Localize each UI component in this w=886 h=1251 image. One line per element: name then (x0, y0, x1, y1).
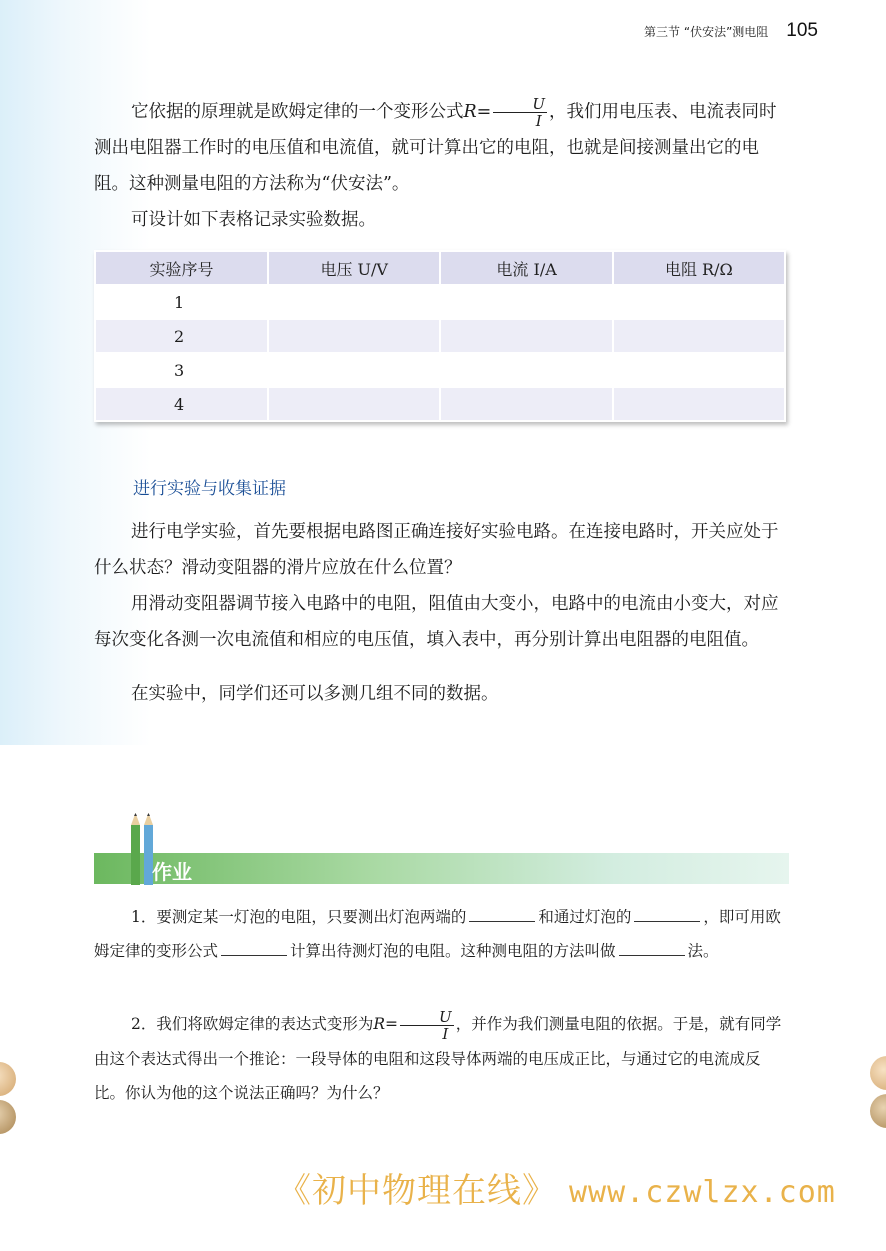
page-edge-decoration (0, 1100, 16, 1134)
answer-blank (619, 941, 685, 956)
table-cell (441, 286, 611, 318)
table-cell: 1 (174, 292, 185, 312)
table-header-row (96, 252, 784, 284)
table-cell (269, 354, 439, 386)
experiment-paragraph-1: 进行电学实验，首先要根据电路图正确连接好实验电路。在连接电路时，开关应处于什么状态？滑动变阻器的滑片应放在什么位置？ (94, 522, 779, 578)
q1-text-b: 和通过灯泡的 (538, 908, 632, 926)
data-table (94, 250, 786, 422)
formula-fraction (493, 96, 547, 129)
table-row (96, 320, 784, 352)
q2-formula-lhs: R= (373, 1015, 399, 1033)
page-edge-decoration (870, 1056, 886, 1090)
q1-text-e: 法。 (687, 942, 719, 960)
q1-text-d: 计算出待测灯泡的电阻。这种测电阻的方法叫做 (290, 942, 616, 960)
table-row (96, 388, 784, 420)
table-cell: 4 (96, 388, 267, 420)
table-cell (269, 388, 439, 420)
homework-question-2 (94, 1007, 790, 1110)
homework-question-1 (94, 900, 790, 968)
page-edge-decoration (870, 1094, 886, 1128)
intro-text-a: 它依据的原理就是欧姆定律的一个变形公式 (131, 102, 464, 122)
table-cell (269, 286, 439, 318)
q2-text-b: ，并作为我们测量电阻的依据。于是，就有同学由这个表达式得出一个推论：一段导体的电阻和这段导体两端的电压成正比，与通过它的电流成反比。你认为他的这个说法正确吗？为什么？ (94, 1015, 782, 1102)
table-row (96, 354, 784, 386)
section-heading: 进行实验与收集证据 (133, 479, 286, 499)
homework-banner (94, 853, 789, 884)
experiment-paragraph-2: 用滑动变阻器调节接入电路中的电阻，阻值由大变小，电路中的电流由小变大，对应每次变化各测一次电流值和相应的电压值，填入表中，再分别计算出电阻器的电阻值。 (94, 594, 779, 650)
table-header-cell: 电阻 R/Ω (614, 252, 784, 284)
formula-numerator: U (493, 96, 547, 113)
formula-lhs: R= (463, 102, 492, 122)
table-cell (614, 388, 784, 420)
q2-formula-numerator: U (400, 1009, 454, 1026)
page-edge-decoration (0, 1062, 16, 1096)
table-cell (614, 320, 784, 352)
table-cell: 3 (174, 360, 185, 380)
table-cell (614, 354, 784, 386)
table-cell (441, 388, 611, 420)
intro-paragraph (94, 94, 790, 202)
answer-blank (634, 907, 700, 922)
answer-blank (469, 907, 535, 922)
watermark-name: 《初中物理在线》 (277, 1171, 557, 1211)
table-cell (614, 286, 784, 318)
running-header (644, 20, 818, 42)
answer-blank (221, 941, 287, 956)
table-row (96, 286, 784, 318)
table-header-cell: 电流 I/A (441, 252, 611, 284)
table-intro: 可设计如下表格记录实验数据。 (131, 210, 376, 230)
formula-denominator: I (535, 112, 542, 130)
table-cell: 2 (96, 320, 267, 352)
table-cell (269, 320, 439, 352)
q2-formula-denominator: I (442, 1024, 449, 1043)
experiment-paragraph-3: 在实验中，同学们还可以多测几组不同的数据。 (131, 684, 499, 704)
intro-text-b: ，我们用电压表、电流表同时测出电阻器工作时的电压值和电流值，就可计算出它的电阻，也就是间接测量出它的电阻。这种测量电阻的方法称为“伏安法”。 (94, 102, 777, 194)
watermark-url: www.czwlzx.com (569, 1175, 836, 1210)
page-number: 105 (786, 20, 818, 41)
watermark (277, 1163, 836, 1212)
q2-formula-fraction (400, 1009, 454, 1042)
q1-text-a: 1．要测定某一灯泡的电阻，只要测出灯泡两端的 (131, 908, 467, 926)
homework-title: 作业 (152, 860, 192, 884)
table-header-cell: 电压 U/V (269, 252, 439, 284)
q2-text-a: 2．我们将欧姆定律的表达式变形为 (131, 1015, 374, 1033)
table-cell (441, 320, 611, 352)
table-header-cell: 实验序号 (96, 252, 267, 284)
section-title: 第三节 “伏安法”测电阻 (644, 25, 769, 39)
q1-text-c: ，即可用欧姆定律的变形公式 (94, 908, 781, 960)
table-cell (441, 354, 611, 386)
